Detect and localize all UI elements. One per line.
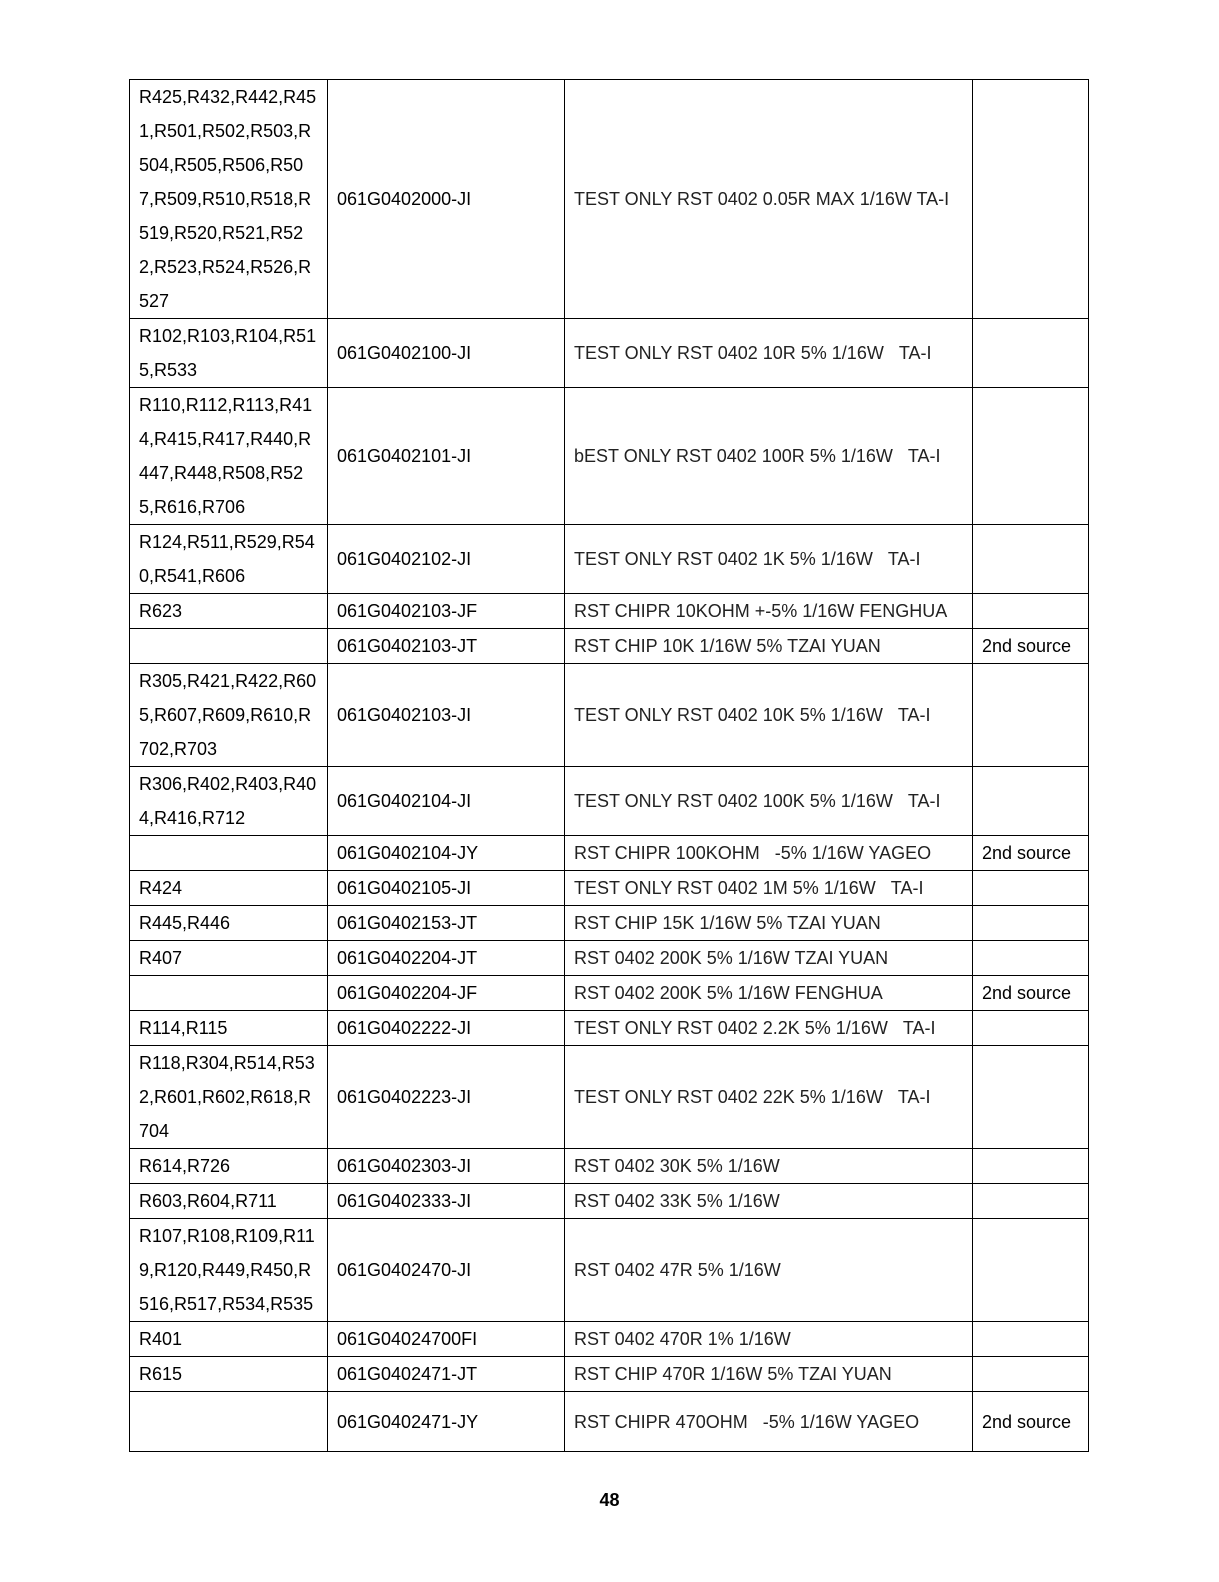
part-number-cell: 061G0402204-JF	[328, 976, 565, 1011]
table-row	[130, 1322, 1089, 1357]
remark-cell	[973, 941, 1089, 976]
table-row	[130, 80, 1089, 319]
description-cell: TEST ONLY RST 0402 10K 5% 1/16W TA-I	[565, 664, 973, 767]
location-cell: R614,R726	[130, 1149, 328, 1184]
location-cell: R102,R103,R104,R515,R533	[130, 319, 328, 388]
description-cell: RST CHIP 10K 1/16W 5% TZAI YUAN	[565, 629, 973, 664]
location-cell: R114,R115	[130, 1011, 328, 1046]
remark-cell	[973, 1046, 1089, 1149]
location-cell	[130, 976, 328, 1011]
description-cell: bEST ONLY RST 0402 100R 5% 1/16W TA-I	[565, 388, 973, 525]
remark-cell: 2nd source	[973, 976, 1089, 1011]
location-cell	[130, 836, 328, 871]
remark-cell	[973, 319, 1089, 388]
location-cell: R110,R112,R113,R414,R415,R417,R440,R447,R448,R508,R525,R616,R706	[130, 388, 328, 525]
table-row	[130, 525, 1089, 594]
location-cell: R623	[130, 594, 328, 629]
part-number-cell: 061G0402100-JI	[328, 319, 565, 388]
remark-cell	[973, 80, 1089, 319]
description-cell: RST CHIPR 470OHM -5% 1/16W YAGEO	[565, 1392, 973, 1452]
bom-table	[129, 79, 1089, 1452]
remark-cell: 2nd source	[973, 629, 1089, 664]
description-cell: RST 0402 470R 1% 1/16W	[565, 1322, 973, 1357]
description-cell: RST 0402 200K 5% 1/16W FENGHUA	[565, 976, 973, 1011]
location-cell: R615	[130, 1357, 328, 1392]
remark-cell	[973, 1184, 1089, 1219]
description-cell: TEST ONLY RST 0402 1K 5% 1/16W TA-I	[565, 525, 973, 594]
description-cell: RST CHIPR 100KOHM -5% 1/16W YAGEO	[565, 836, 973, 871]
part-number-cell: 061G0402222-JI	[328, 1011, 565, 1046]
description-cell: RST CHIPR 10KOHM +-5% 1/16W FENGHUA	[565, 594, 973, 629]
table-row	[130, 319, 1089, 388]
table-row	[130, 836, 1089, 871]
location-cell: R445,R446	[130, 906, 328, 941]
remark-cell	[973, 1322, 1089, 1357]
description-cell: TEST ONLY RST 0402 2.2K 5% 1/16W TA-I	[565, 1011, 973, 1046]
location-cell: R603,R604,R711	[130, 1184, 328, 1219]
page-number: 48	[599, 1490, 620, 1510]
remark-cell	[973, 1357, 1089, 1392]
table-row	[130, 1219, 1089, 1322]
location-cell: R305,R421,R422,R605,R607,R609,R610,R702,R703	[130, 664, 328, 767]
description-cell: TEST ONLY RST 0402 0.05R MAX 1/16W TA-I	[565, 80, 973, 319]
part-number-cell: 061G0402204-JT	[328, 941, 565, 976]
remark-cell	[973, 906, 1089, 941]
part-number-cell: 061G0402104-JI	[328, 767, 565, 836]
part-number-cell: 061G0402470-JI	[328, 1219, 565, 1322]
part-number-cell: 061G0402101-JI	[328, 388, 565, 525]
location-cell: R425,R432,R442,R451,R501,R502,R503,R504,R505,R506,R507,R509,R510,R518,R519,R520,R521,R522,R523,R524,R526,R527	[130, 80, 328, 319]
table-row	[130, 664, 1089, 767]
part-number-cell: 061G0402103-JI	[328, 664, 565, 767]
description-cell: RST 0402 47R 5% 1/16W	[565, 1219, 973, 1322]
location-cell: R124,R511,R529,R540,R541,R606	[130, 525, 328, 594]
location-cell: R107,R108,R109,R119,R120,R449,R450,R516,R517,R534,R535	[130, 1219, 328, 1322]
remark-cell	[973, 525, 1089, 594]
part-number-cell: 061G0402103-JF	[328, 594, 565, 629]
table-row	[130, 1011, 1089, 1046]
table-row	[130, 767, 1089, 836]
location-cell: R424	[130, 871, 328, 906]
description-cell: TEST ONLY RST 0402 100K 5% 1/16W TA-I	[565, 767, 973, 836]
location-cell	[130, 629, 328, 664]
part-number-cell: 061G0402471-JT	[328, 1357, 565, 1392]
table-row	[130, 629, 1089, 664]
remark-cell	[973, 1149, 1089, 1184]
remark-cell	[973, 1219, 1089, 1322]
remark-cell	[973, 388, 1089, 525]
description-cell: RST 0402 33K 5% 1/16W	[565, 1184, 973, 1219]
location-cell: R118,R304,R514,R532,R601,R602,R618,R704	[130, 1046, 328, 1149]
location-cell	[130, 1392, 328, 1452]
location-cell: R401	[130, 1322, 328, 1357]
table-row	[130, 388, 1089, 525]
remark-cell	[973, 767, 1089, 836]
part-number-cell: 061G0402471-JY	[328, 1392, 565, 1452]
table-row	[130, 1392, 1089, 1452]
bom-table-body	[130, 80, 1089, 1452]
remark-cell	[973, 594, 1089, 629]
part-number-cell: 061G0402104-JY	[328, 836, 565, 871]
description-cell: RST CHIP 470R 1/16W 5% TZAI YUAN	[565, 1357, 973, 1392]
table-row	[130, 1357, 1089, 1392]
remark-cell	[973, 1011, 1089, 1046]
table-row	[130, 1149, 1089, 1184]
description-cell: TEST ONLY RST 0402 10R 5% 1/16W TA-I	[565, 319, 973, 388]
table-row	[130, 906, 1089, 941]
table-row	[130, 871, 1089, 906]
part-number-cell: 061G0402303-JI	[328, 1149, 565, 1184]
location-cell: R306,R402,R403,R404,R416,R712	[130, 767, 328, 836]
description-cell: TEST ONLY RST 0402 22K 5% 1/16W TA-I	[565, 1046, 973, 1149]
part-number-cell: 061G0402103-JT	[328, 629, 565, 664]
part-number-cell: 061G04024700FI	[328, 1322, 565, 1357]
description-cell: RST CHIP 15K 1/16W 5% TZAI YUAN	[565, 906, 973, 941]
description-cell: RST 0402 200K 5% 1/16W TZAI YUAN	[565, 941, 973, 976]
description-cell: TEST ONLY RST 0402 1M 5% 1/16W TA-I	[565, 871, 973, 906]
table-row	[130, 1184, 1089, 1219]
table-row	[130, 976, 1089, 1011]
remark-cell	[973, 871, 1089, 906]
part-number-cell: 061G0402102-JI	[328, 525, 565, 594]
table-row	[130, 941, 1089, 976]
part-number-cell: 061G0402333-JI	[328, 1184, 565, 1219]
location-cell: R407	[130, 941, 328, 976]
remark-cell: 2nd source	[973, 1392, 1089, 1452]
remark-cell	[973, 664, 1089, 767]
description-cell: RST 0402 30K 5% 1/16W	[565, 1149, 973, 1184]
table-row	[130, 594, 1089, 629]
part-number-cell: 061G0402223-JI	[328, 1046, 565, 1149]
part-number-cell: 061G0402105-JI	[328, 871, 565, 906]
table-row	[130, 1046, 1089, 1149]
remark-cell: 2nd source	[973, 836, 1089, 871]
part-number-cell: 061G0402153-JT	[328, 906, 565, 941]
part-number-cell: 061G0402000-JI	[328, 80, 565, 319]
